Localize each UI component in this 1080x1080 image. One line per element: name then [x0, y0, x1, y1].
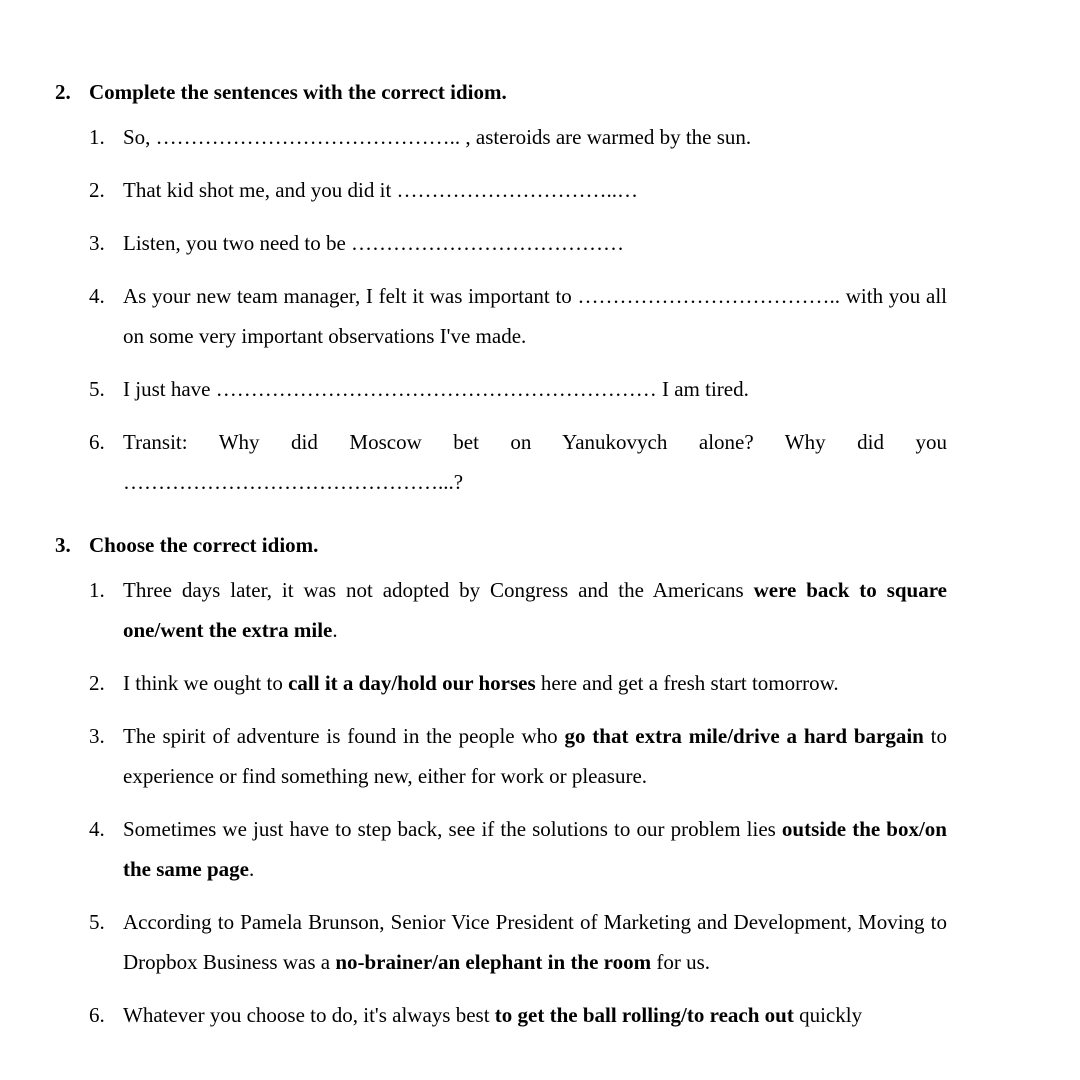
- sentence-text: I just have ……………………………………………………… I am tired.: [123, 377, 749, 401]
- exercise-3: [55, 533, 947, 1035]
- sentence-text: According to Pamela Brunson, Senior Vice President of Marketing and Development, Moving to Dropbox Business was a: [123, 910, 947, 974]
- exercise-number: 3.: [55, 533, 71, 557]
- item-number: 3.: [89, 231, 105, 255]
- sentence-text: to experience or find something new, either for work or pleasure.: [123, 724, 947, 788]
- exercise-2-list: [55, 117, 947, 502]
- list-item: [89, 663, 947, 703]
- item-number: 5.: [89, 377, 105, 401]
- sentence-text: quickly: [793, 1003, 863, 1027]
- sentence-text: So, …………………………………….. , asteroids are warmed by the sun.: [123, 125, 752, 149]
- item-text: [123, 117, 947, 157]
- list-item: [89, 223, 947, 263]
- list-item: [89, 117, 947, 157]
- item-number: 5.: [89, 910, 105, 934]
- exercise-title: Complete the sentences with the correct idiom.: [89, 80, 507, 104]
- idiom-choice: to get the ball rolling/to reach out: [494, 1003, 794, 1027]
- sentence-text: That kid shot me, and you did it …………………………..…: [123, 178, 639, 202]
- item-text: [123, 902, 947, 982]
- sentence-text: Whatever you choose to do, it's always best: [123, 1003, 495, 1027]
- exercise-3-heading: [55, 533, 947, 557]
- sentence-text: Transit: Why did Moscow bet on Yanukovych alone? Why did you ………………………………………...?: [123, 430, 947, 494]
- exercise-number: 2.: [55, 80, 71, 104]
- list-item: [89, 716, 947, 796]
- item-number: 4.: [89, 817, 105, 841]
- sentence-text: The spirit of adventure is found in the people who: [123, 724, 565, 748]
- item-number: 3.: [89, 724, 105, 748]
- exercise-title: Choose the correct idiom.: [89, 533, 319, 557]
- idiom-choice: no-brainer/an elephant in the room: [335, 950, 652, 974]
- idiom-choice: go that extra mile/drive a hard bargain: [564, 724, 924, 748]
- idiom-choice: call it a day/hold our horses: [288, 671, 536, 695]
- item-number: 4.: [89, 284, 105, 308]
- item-text: [123, 369, 947, 409]
- item-number: 2.: [89, 178, 105, 202]
- item-text: [123, 422, 947, 502]
- item-text: [123, 570, 947, 650]
- item-text: [123, 663, 947, 703]
- list-item: [89, 995, 947, 1035]
- idiom-choice: were back to square one/went the extra mile: [123, 578, 947, 642]
- list-item: [89, 276, 947, 356]
- item-number: 6.: [89, 430, 105, 454]
- list-item: [89, 570, 947, 650]
- exercise-2-heading: [55, 80, 947, 104]
- item-number: 6.: [89, 1003, 105, 1027]
- sentence-text: for us.: [651, 950, 711, 974]
- list-item: [89, 809, 947, 889]
- exercise-3-list: [55, 570, 947, 1035]
- sentence-text: As your new team manager, I felt it was important to ……………………………….. with you all on some very important observations I've made.: [123, 284, 947, 348]
- item-text: [123, 716, 947, 796]
- list-item: [89, 170, 947, 210]
- sentence-text: .: [248, 857, 255, 881]
- sentence-text: Listen, you two need to be …………………………………: [123, 231, 625, 255]
- item-text: [123, 170, 947, 210]
- item-text: [123, 995, 947, 1035]
- item-number: 1.: [89, 125, 105, 149]
- list-item: [89, 902, 947, 982]
- sentence-text: I think we ought to: [123, 671, 289, 695]
- sentence-text: Three days later, it was not adopted by Congress and the Americans: [123, 578, 754, 602]
- item-number: 2.: [89, 671, 105, 695]
- idiom-choice: outside the box/on the same page: [123, 817, 947, 881]
- item-text: [123, 809, 947, 889]
- sentence-text: .: [332, 618, 338, 642]
- list-item: [89, 369, 947, 409]
- exercise-2: [55, 80, 947, 502]
- item-text: [123, 276, 947, 356]
- list-item: [89, 422, 947, 502]
- item-text: [123, 223, 947, 263]
- item-number: 1.: [89, 578, 105, 602]
- sentence-text: Sometimes we just have to step back, see if the solutions to our problem lies: [123, 817, 782, 841]
- sentence-text: here and get a fresh start tomorrow.: [535, 671, 839, 695]
